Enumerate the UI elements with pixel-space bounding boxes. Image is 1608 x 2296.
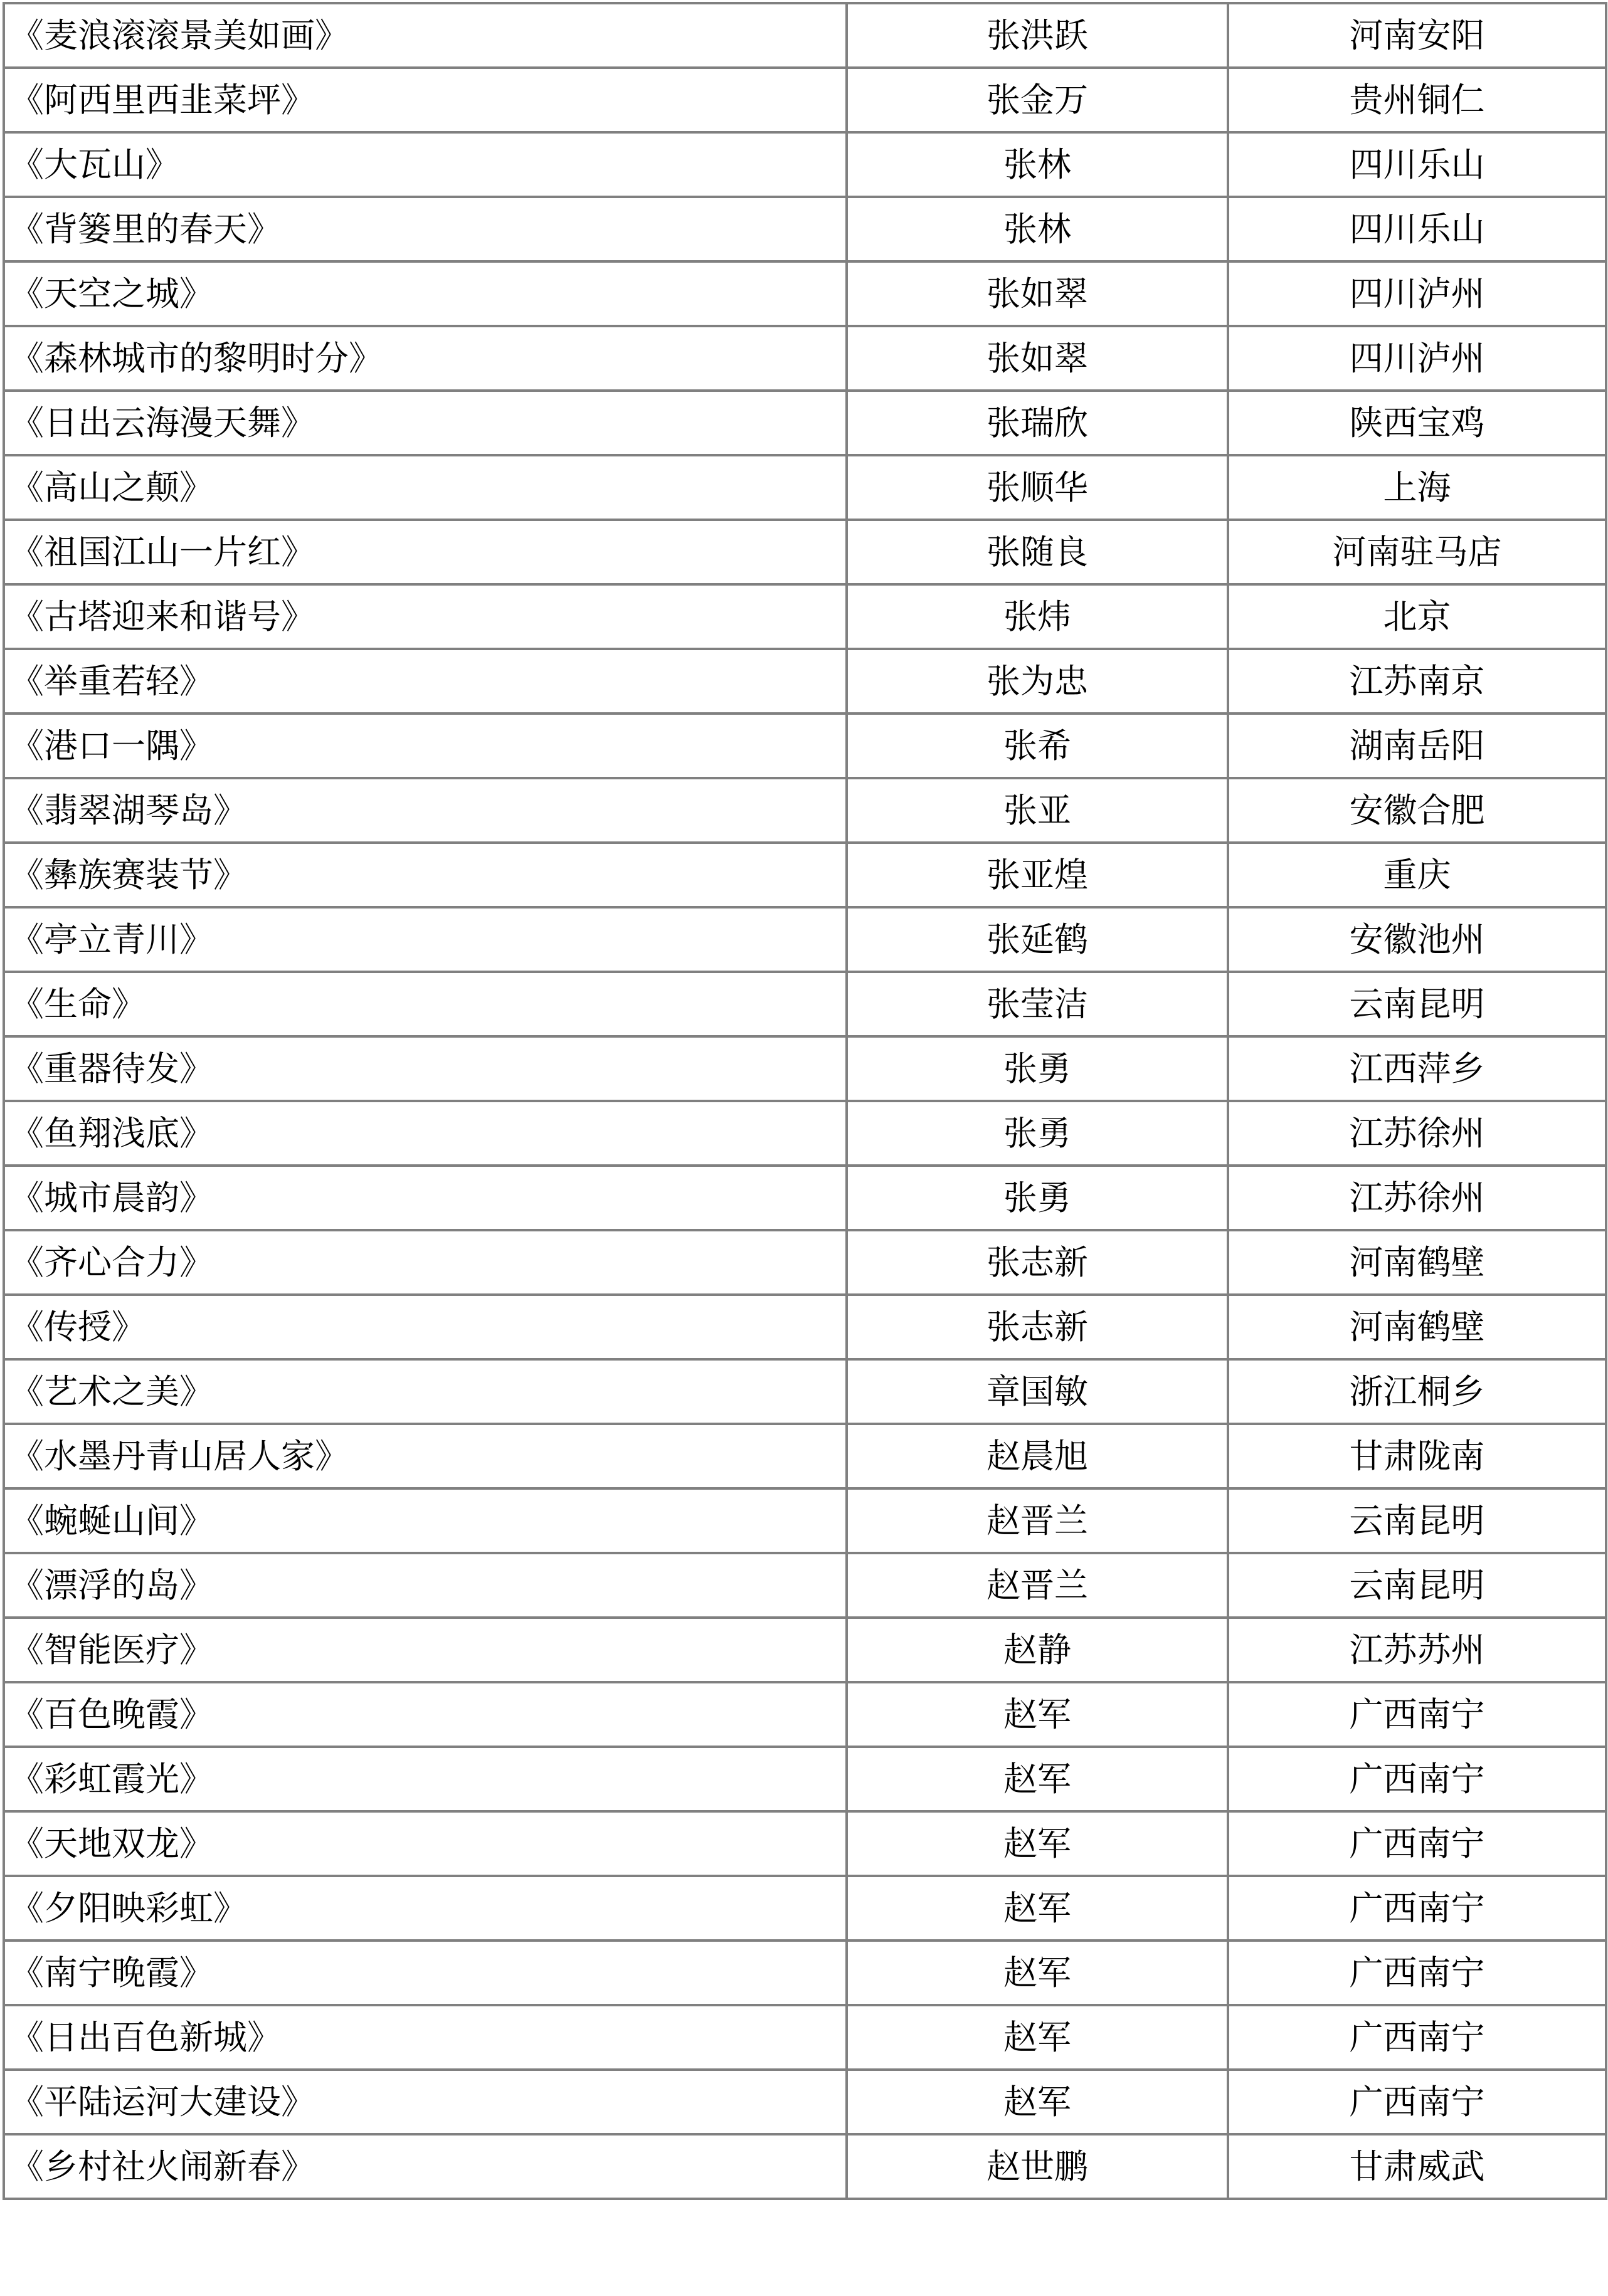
author-cell: 张瑞欣: [847, 391, 1228, 455]
work-title-cell: 《蜿蜒山间》: [4, 1488, 847, 1553]
region-cell: 陕西宝鸡: [1228, 391, 1606, 455]
work-title-cell: 《高山之颠》: [4, 455, 847, 520]
author-cell: 赵世鹏: [847, 2134, 1228, 2199]
region-cell: 广西南宁: [1228, 1682, 1606, 1747]
table-row: [4, 2070, 1606, 2134]
author-cell: 赵军: [847, 2005, 1228, 2070]
table-row: [4, 584, 1606, 649]
author-cell: 赵军: [847, 1811, 1228, 1876]
table-row: [4, 1230, 1606, 1295]
region-cell: 浙江桐乡: [1228, 1359, 1606, 1424]
table-row: [4, 326, 1606, 391]
region-cell: 河南安阳: [1228, 3, 1606, 68]
author-cell: 张志新: [847, 1295, 1228, 1359]
table-row: [4, 2134, 1606, 2199]
region-cell: 四川乐山: [1228, 132, 1606, 197]
table-row: [4, 778, 1606, 843]
region-cell: 安徽合肥: [1228, 778, 1606, 843]
region-cell: 江西萍乡: [1228, 1036, 1606, 1101]
region-cell: 四川泸州: [1228, 261, 1606, 326]
author-cell: 张随良: [847, 520, 1228, 584]
table-row: [4, 1424, 1606, 1488]
table-row: [4, 972, 1606, 1036]
table-row: [4, 3, 1606, 68]
author-cell: 张志新: [847, 1230, 1228, 1295]
author-cell: 赵晨旭: [847, 1424, 1228, 1488]
author-cell: 赵军: [847, 1941, 1228, 2005]
work-title-cell: 《麦浪滚滚景美如画》: [4, 3, 847, 68]
author-cell: 张林: [847, 197, 1228, 261]
table-row: [4, 1359, 1606, 1424]
work-title-cell: 《重器待发》: [4, 1036, 847, 1101]
author-cell: 张洪跃: [847, 3, 1228, 68]
table-row: [4, 1295, 1606, 1359]
work-title-cell: 《齐心合力》: [4, 1230, 847, 1295]
author-cell: 张亚煌: [847, 843, 1228, 907]
work-title-cell: 《平陆运河大建设》: [4, 2070, 847, 2134]
work-title-cell: 《祖国江山一片红》: [4, 520, 847, 584]
region-cell: 湖南岳阳: [1228, 714, 1606, 778]
table-row: [4, 520, 1606, 584]
table-row: [4, 132, 1606, 197]
table-row: [4, 1553, 1606, 1618]
work-title-cell: 《南宁晚霞》: [4, 1941, 847, 2005]
region-cell: 重庆: [1228, 843, 1606, 907]
work-title-cell: 《百色晚霞》: [4, 1682, 847, 1747]
work-title-cell: 《亭立青川》: [4, 907, 847, 972]
region-cell: 广西南宁: [1228, 1941, 1606, 2005]
region-cell: 云南昆明: [1228, 1488, 1606, 1553]
author-cell: 张延鹤: [847, 907, 1228, 972]
work-title-cell: 《举重若轻》: [4, 649, 847, 714]
table-row: [4, 197, 1606, 261]
entries-table-body: [4, 3, 1606, 2199]
work-title-cell: 《鱼翔浅底》: [4, 1101, 847, 1166]
region-cell: 北京: [1228, 584, 1606, 649]
author-cell: 赵晋兰: [847, 1553, 1228, 1618]
table-row: [4, 714, 1606, 778]
region-cell: 贵州铜仁: [1228, 68, 1606, 132]
table-row: [4, 1488, 1606, 1553]
author-cell: 张如翠: [847, 261, 1228, 326]
table-row: [4, 1618, 1606, 1682]
work-title-cell: 《阿西里西韭菜坪》: [4, 68, 847, 132]
table-row: [4, 649, 1606, 714]
work-title-cell: 《彝族赛装节》: [4, 843, 847, 907]
region-cell: 河南鹤壁: [1228, 1295, 1606, 1359]
author-cell: 张勇: [847, 1166, 1228, 1230]
table-row: [4, 1682, 1606, 1747]
author-cell: 张勇: [847, 1036, 1228, 1101]
work-title-cell: 《传授》: [4, 1295, 847, 1359]
region-cell: 河南驻马店: [1228, 520, 1606, 584]
author-cell: 张顺华: [847, 455, 1228, 520]
table-row: [4, 1036, 1606, 1101]
table-row: [4, 391, 1606, 455]
region-cell: 甘肃陇南: [1228, 1424, 1606, 1488]
author-cell: 章国敏: [847, 1359, 1228, 1424]
region-cell: 河南鹤壁: [1228, 1230, 1606, 1295]
work-title-cell: 《港口一隅》: [4, 714, 847, 778]
work-title-cell: 《夕阳映彩虹》: [4, 1876, 847, 1941]
work-title-cell: 《翡翠湖琴岛》: [4, 778, 847, 843]
work-title-cell: 《天地双龙》: [4, 1811, 847, 1876]
author-cell: 赵军: [847, 1682, 1228, 1747]
region-cell: 安徽池州: [1228, 907, 1606, 972]
work-title-cell: 《天空之城》: [4, 261, 847, 326]
author-cell: 张为忠: [847, 649, 1228, 714]
region-cell: 江苏苏州: [1228, 1618, 1606, 1682]
table-row: [4, 68, 1606, 132]
table-row: [4, 1166, 1606, 1230]
work-title-cell: 《城市晨韵》: [4, 1166, 847, 1230]
table-row: [4, 2005, 1606, 2070]
table-row: [4, 1747, 1606, 1811]
region-cell: 广西南宁: [1228, 1747, 1606, 1811]
table-row: [4, 843, 1606, 907]
region-cell: 广西南宁: [1228, 2070, 1606, 2134]
work-title-cell: 《大瓦山》: [4, 132, 847, 197]
work-title-cell: 《生命》: [4, 972, 847, 1036]
region-cell: 广西南宁: [1228, 1876, 1606, 1941]
table-row: [4, 455, 1606, 520]
work-title-cell: 《艺术之美》: [4, 1359, 847, 1424]
work-title-cell: 《日出百色新城》: [4, 2005, 847, 2070]
author-cell: 张炜: [847, 584, 1228, 649]
table-row: [4, 1876, 1606, 1941]
region-cell: 云南昆明: [1228, 1553, 1606, 1618]
author-cell: 赵军: [847, 1876, 1228, 1941]
region-cell: 甘肃威武: [1228, 2134, 1606, 2199]
author-cell: 赵晋兰: [847, 1488, 1228, 1553]
region-cell: 江苏南京: [1228, 649, 1606, 714]
work-title-cell: 《古塔迎来和谐号》: [4, 584, 847, 649]
table-row: [4, 1811, 1606, 1876]
work-title-cell: 《彩虹霞光》: [4, 1747, 847, 1811]
author-cell: 张勇: [847, 1101, 1228, 1166]
work-title-cell: 《智能医疗》: [4, 1618, 847, 1682]
region-cell: 江苏徐州: [1228, 1166, 1606, 1230]
work-title-cell: 《乡村社火闹新春》: [4, 2134, 847, 2199]
author-cell: 张希: [847, 714, 1228, 778]
table-row: [4, 907, 1606, 972]
work-title-cell: 《森林城市的黎明时分》: [4, 326, 847, 391]
author-cell: 张莹洁: [847, 972, 1228, 1036]
work-title-cell: 《水墨丹青山居人家》: [4, 1424, 847, 1488]
region-cell: 四川乐山: [1228, 197, 1606, 261]
table-row: [4, 261, 1606, 326]
region-cell: 广西南宁: [1228, 1811, 1606, 1876]
entries-table: [3, 2, 1607, 2200]
table-row: [4, 1941, 1606, 2005]
table-row: [4, 1101, 1606, 1166]
region-cell: 江苏徐州: [1228, 1101, 1606, 1166]
region-cell: 云南昆明: [1228, 972, 1606, 1036]
region-cell: 上海: [1228, 455, 1606, 520]
work-title-cell: 《漂浮的岛》: [4, 1553, 847, 1618]
author-cell: 赵军: [847, 1747, 1228, 1811]
author-cell: 张如翠: [847, 326, 1228, 391]
author-cell: 张金万: [847, 68, 1228, 132]
region-cell: 广西南宁: [1228, 2005, 1606, 2070]
work-title-cell: 《日出云海漫天舞》: [4, 391, 847, 455]
author-cell: 张林: [847, 132, 1228, 197]
author-cell: 张亚: [847, 778, 1228, 843]
author-cell: 赵静: [847, 1618, 1228, 1682]
work-title-cell: 《背篓里的春天》: [4, 197, 847, 261]
author-cell: 赵军: [847, 2070, 1228, 2134]
region-cell: 四川泸州: [1228, 326, 1606, 391]
